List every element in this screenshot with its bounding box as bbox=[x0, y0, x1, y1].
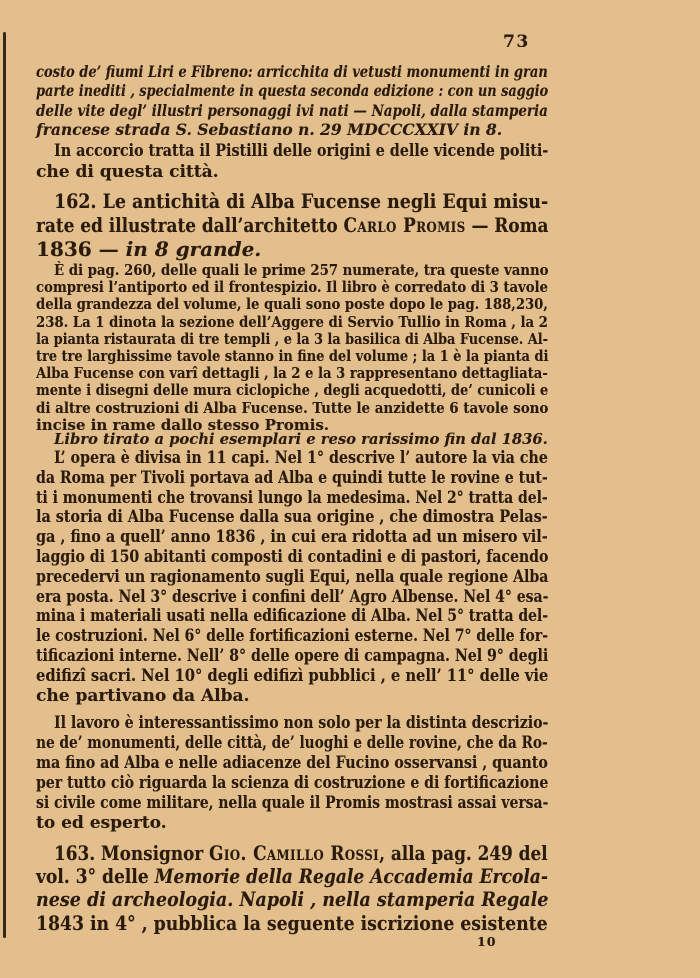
text-line: ma fino ad Alba e nelle adiacenze del Fucino osservansi , quanto bbox=[36, 753, 548, 773]
text-line: costo de’ fiumi Liri e Fibreno: arricchita di vetusti monumenti in gran bbox=[36, 62, 548, 81]
text-line: di altre costruzioni di Alba Fucense. Tutte le anzidette 6 tavole sono bbox=[36, 398, 549, 417]
text-line: 238. La 1 dinota la sezione dell’Aggere di Servio Tullio in Roma , la 2 bbox=[36, 312, 548, 331]
signature-mark: 10 bbox=[477, 934, 497, 949]
page-number: 73 bbox=[503, 32, 530, 52]
text-line: da Roma per Tivoli portava ad Alba e quindi tutte le rovine e tut- bbox=[36, 467, 548, 488]
text-line: le costruzioni. Nel 6° delle fortificazioni esterne. Nel 7° delle for- bbox=[36, 626, 548, 647]
text-line: Il lavoro è interessantissimo non solo per la distinta descrizio- bbox=[54, 713, 549, 733]
text-line: In accorcio tratta il Pistilli delle origini e delle vicende politi- bbox=[54, 141, 549, 161]
text-line: rate ed illustrate dall’architetto Carlo Promis — Roma bbox=[36, 213, 549, 237]
text-line: 1836 — in 8 grande. bbox=[36, 237, 262, 261]
text-line: che partivano da Alba. bbox=[36, 685, 250, 706]
text-line: si civile come militare, nella quale il Promis mostrasi assai versa- bbox=[36, 793, 549, 813]
text-line: ne de’ monumenti, delle città, de’ luoghi e delle rovine, che da Ro- bbox=[36, 733, 548, 753]
text-line: 163. Monsignor Gio. Camillo Rossi, alla pag. 249 del bbox=[54, 841, 548, 865]
page-left-edge-shadow bbox=[3, 32, 6, 938]
entry-162-collation bbox=[36, 262, 548, 434]
text-line: to ed esperto. bbox=[36, 813, 167, 833]
text-line: precedervi un ragionamento sugli Equi, nella quale regione Alba bbox=[36, 566, 549, 587]
text-line: era posta. Nel 3° descrive i confini dell’ Agro Albense. Nel 4° esa- bbox=[36, 586, 549, 607]
entry-162-rarity-note bbox=[36, 431, 548, 448]
text-line: nese di archeologia. Napoli , nella stamperia Regale bbox=[36, 887, 549, 912]
text-line: per tutto ciò riguarda la scienza di costruzione e di fortificazione bbox=[36, 773, 549, 793]
text-line: compresi l’antiporto ed il frontespizio. Il libro è corredato di 3 tavole bbox=[36, 278, 548, 297]
text-line: mina i materiali usati nella edificazione di Alba. Nel 5° tratta del- bbox=[36, 606, 548, 627]
paragraph-pistilli-note bbox=[36, 141, 548, 182]
entry-162-contents bbox=[36, 449, 548, 706]
text-line: 162. Le antichità di Alba Fucense negli Equi misu- bbox=[54, 189, 549, 213]
text-line: tre tre larghissime tavole stanno in fine del volume ; la 1 è la pianta di bbox=[36, 347, 549, 366]
text-line: edifizî sacri. Nel 10° degli edifizì pubblici , e nell’ 11° delle vie bbox=[36, 665, 549, 686]
text-line: tificazioni interne. Nell’ 8° delle opere di campagna. Nel 9° degli bbox=[36, 645, 549, 666]
text-line: ga , fino a quell’ anno 1836 , in cui era ridotta ad un misero vil- bbox=[36, 527, 548, 548]
text-line: che di questa città. bbox=[36, 161, 219, 182]
text-line: vol. 3° delle Memorie della Regale Accademia Ercola- bbox=[36, 864, 548, 889]
text-line: È di pag. 260, delle quali le prime 257 numerate, tra queste vanno bbox=[54, 261, 549, 279]
text-line: incise in rame dallo stesso Promis. bbox=[36, 415, 330, 434]
paragraph-opening-continuation bbox=[36, 62, 548, 140]
text-line: ti i monumenti che trovansi lungo la medesima. Nel 2° tratta del- bbox=[36, 487, 548, 508]
text-line: L’ opera è divisa in 11 capi. Nel 1° descrive l’ autore la via che bbox=[54, 448, 548, 468]
text-line: Alba Fucense con varî dettagli , la 2 e la 3 rappresentano dettagliata- bbox=[36, 364, 548, 383]
text-line: della grandezza del volume, le quali sono poste dopo le pag. 188,230, bbox=[36, 295, 548, 314]
text-line: la pianta ristaurata di tre templi , e la 3 la basilica di Alba Fucense. Al- bbox=[36, 329, 548, 348]
text-line: la storia di Alba Fucense dalla sua origine , che dimostra Pelas- bbox=[36, 507, 548, 528]
text-line: laggio di 150 abitanti composti di contadini e di pastori, facendo bbox=[36, 546, 549, 567]
text-line: mente i disegni delle mura ciclopiche , degli acquedotti, de’ cunicoli e bbox=[36, 381, 549, 400]
text-line: 1843 in 4° , pubblica la seguente iscrizione esistente bbox=[36, 910, 548, 935]
text-line: francese strada S. Sebastiano n. 29 MDCCCXXIV in 8. bbox=[36, 120, 503, 140]
entry-163-heading bbox=[36, 842, 548, 935]
text-line: parte inediti , specialmente in questa seconda edizione : con un saggio bbox=[36, 81, 549, 101]
entry-162-heading bbox=[36, 189, 548, 261]
text-line: Libro tirato a pochi esemplari e reso rarissimo fin dal 1836. bbox=[54, 430, 548, 448]
entry-162-remarks bbox=[36, 713, 548, 833]
text-line: delle vite degl’ illustri personaggi ivi nati — Napoli, dalla stamperia bbox=[36, 100, 548, 120]
